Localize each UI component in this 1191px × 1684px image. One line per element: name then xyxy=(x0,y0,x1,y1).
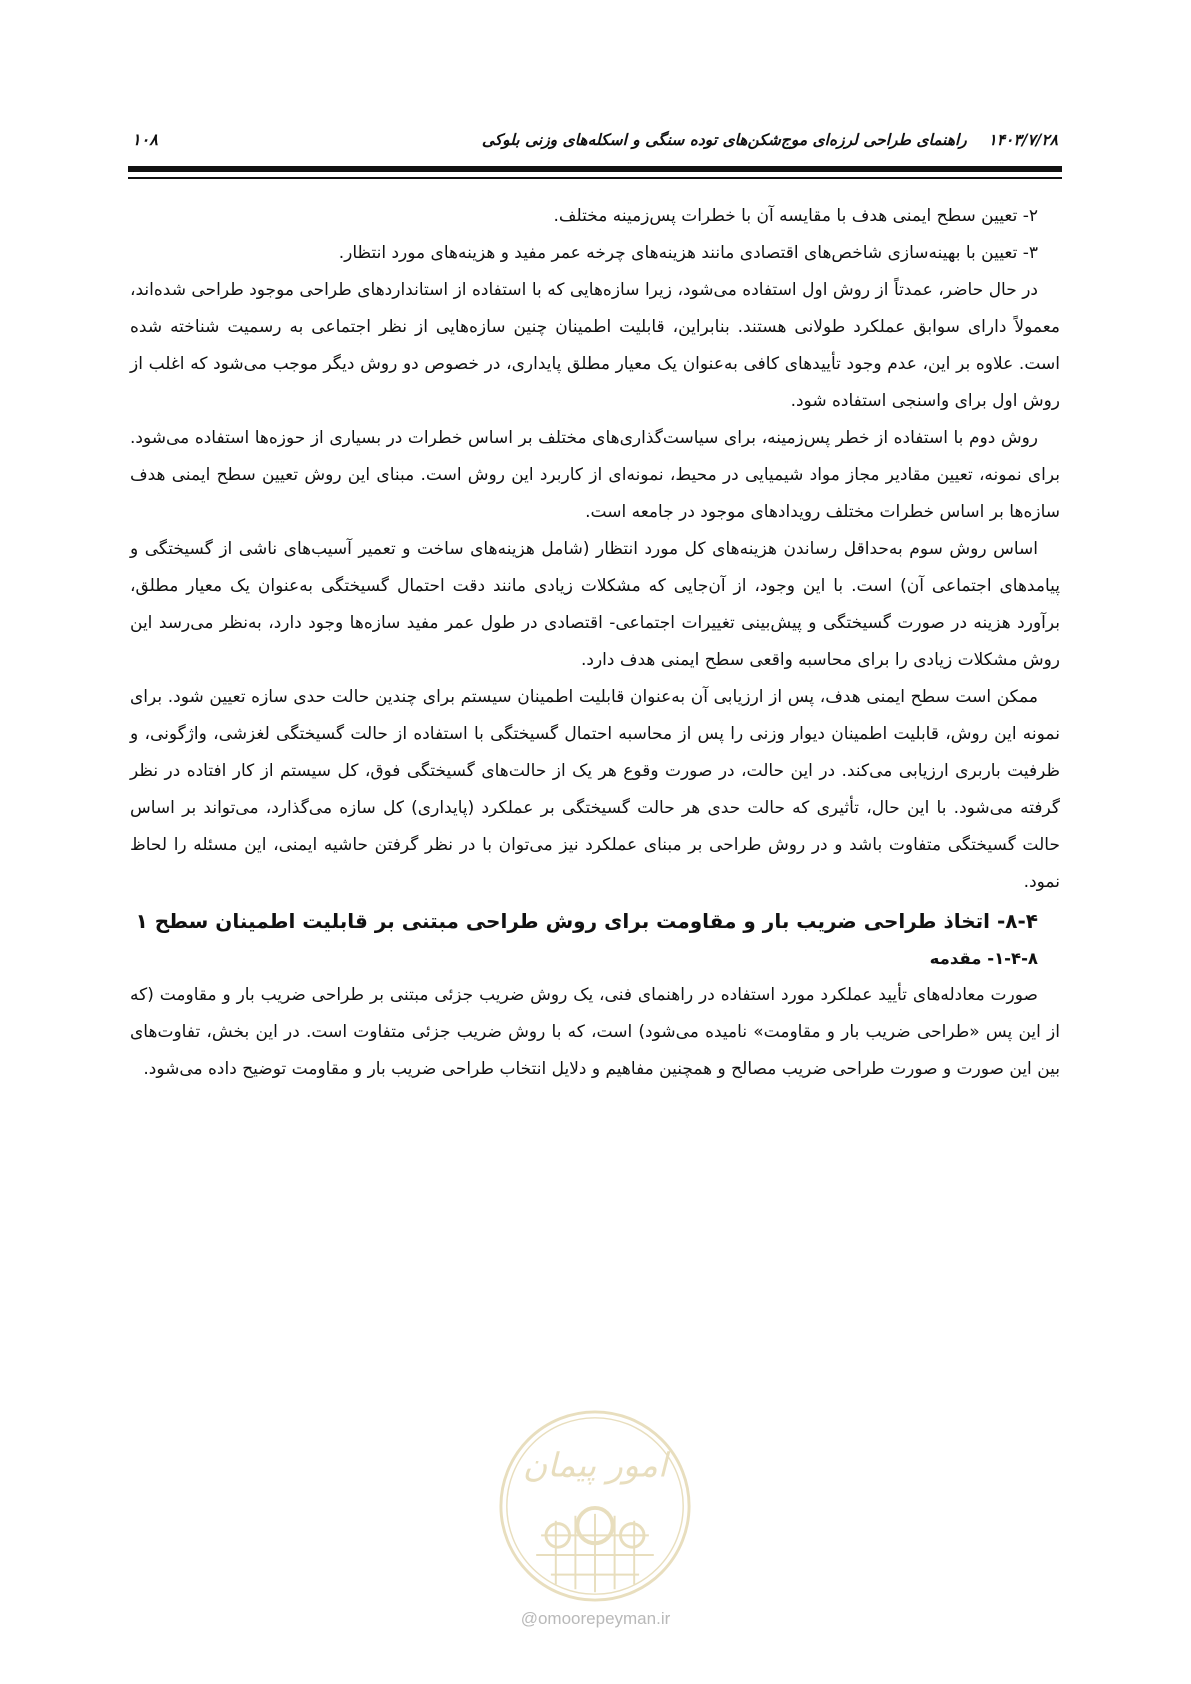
section-heading: ۸-۴- اتخاذ طراحی ضریب بار و مقاومت برای روش طراحی مبتنی بر قابلیت اطمینان سطح ۱ xyxy=(135,909,1038,933)
watermark-logo-text: امور پیمان xyxy=(522,1445,668,1485)
subsection-heading: ۱-۴-۸- مقدمه xyxy=(929,949,1038,968)
paragraph-4: ممکن است سطح ایمنی هدف، پس از ارزیابی آن به‌عنوان قابلیت اطمینان سیستم برای چندین حالت حدی سازه تعیین شود. برای نمونه این روش، قابلیت اطمینان دیوار وزنی را پس از محاسبه احتمال گسیختگی با استفاده از حالت گسیختگی لغزشی، واژگونی، و ظرفیت باربری ارزیابی می‌کند. در این حالت، در صورت وقوع هر یک از حالت‌های گسیختگی فوق، کل سیستم از کار افتاده در نظر گرفته می‌شود. با این حال، تأثیری که حالت حدی هر حالت گسیختگی بر عملکرد (پایداری) کل سازه می‌گذارد، می‌تواند بر اساس حالت گسیختگی متفاوت باشد و در روش طراحی بر مبنای عملکرد نیز می‌توان با در نظر گرفتن حاشیه ایمنی، این مسئله را لحاظ نمود. xyxy=(130,687,1060,892)
list-item-3: ۳- تعیین با بهینه‌سازی شاخص‌های اقتصادی مانند هزینه‌های چرخه عمر مفید و هزینه‌های مورد انتظار. xyxy=(338,243,1038,263)
watermark-site: @omoorepeyman.ir xyxy=(520,1609,671,1628)
header-title: راهنمای طراحی لرزه‌ای موج‌شکن‌های توده سنگی و اسکله‌های وزنی بلوکی xyxy=(481,129,967,149)
body-text xyxy=(130,198,1060,1088)
page-header xyxy=(132,124,1058,154)
paragraph-1: در حال حاضر، عمدتاً از روش اول استفاده می‌شود، زیرا سازه‌هایی که با استفاده از استانداردهای طراحی موجود طراحی شده‌اند، معمولاً دارای سوابق عملکرد طولانی هستند. بنابراین، قابلیت اطمینان چنین سازه‌هایی از نظر اجتماعی به رسمیت شناخته شده است. علاوه بر این، عدم وجود تأییدهای کافی به‌عنوان یک معیار مطلق پایداری، در خصوص دو روش دیگر موجب می‌شود که اغلب از روش اول برای واسنجی استفاده شود. xyxy=(130,280,1060,411)
header-title-group xyxy=(482,130,1058,149)
list-item-2: ۲- تعیین سطح ایمنی هدف با مقایسه آن با خطرات پس‌زمینه مختلف. xyxy=(553,206,1038,226)
header-rule-thin xyxy=(128,177,1062,179)
header-date: ۱۴۰۳/۷/۲۸ xyxy=(988,129,1058,149)
header-rule-thick xyxy=(128,166,1062,172)
watermark-logo-icon xyxy=(497,1408,693,1604)
page-number: ۱۰۸ xyxy=(132,129,158,149)
paragraph-3: اساس روش سوم به‌حداقل رساندن هزینه‌های کل مورد انتظار (شامل هزینه‌های ساخت و تعمیر آسیب‌های ناشی از گسیختگی و پیامدهای اجتماعی آن) است. با این وجود، از آن‌جایی که مشکلات زیادی مانند دقت احتمال گسیختگی به‌عنوان یک معیار مطلق، برآورد هزینه در صورت گسیختگی و پیش‌بینی تغییرات اجتماعی- اقتصادی در طول عمر مفید سازه‌ها وجود دارد، به‌نظر می‌رسد این روش مشکلات زیادی را برای محاسبه واقعی سطح ایمنی هدف دارد. xyxy=(130,539,1060,670)
paragraph-2: روش دوم با استفاده از خطر پس‌زمینه، برای سیاست‌گذاری‌های مختلف بر اساس خطرات در بسیاری از حوزه‌ها استفاده می‌شود. برای نمونه، تعیین مقادیر مجاز مواد شیمیایی در محیط، نمونه‌ای از کاربرد این روش است. مبنای این روش تعیین سطح ایمنی هدف سازه‌ها بر اساس خطرات مختلف رویدادهای موجود در جامعه است. xyxy=(130,428,1060,522)
paragraph-5: صورت معادله‌های تأیید عملکرد مورد استفاده در راهنمای فنی، یک روش ضریب جزئی مبتنی بر طراحی ضریب بار و مقاومت (که از این پس «طراحی ضریب بار و مقاومت» نامیده می‌شود) است، که با روش ضریب جزئی متفاوت است. در این بخش، تفاوت‌های بین این صورت و صورت طراحی ضریب مصالح و همچنین مفاهیم و دلایل انتخاب طراحی ضریب بار و مقاومت توضیح داده می‌شود. xyxy=(130,985,1060,1079)
